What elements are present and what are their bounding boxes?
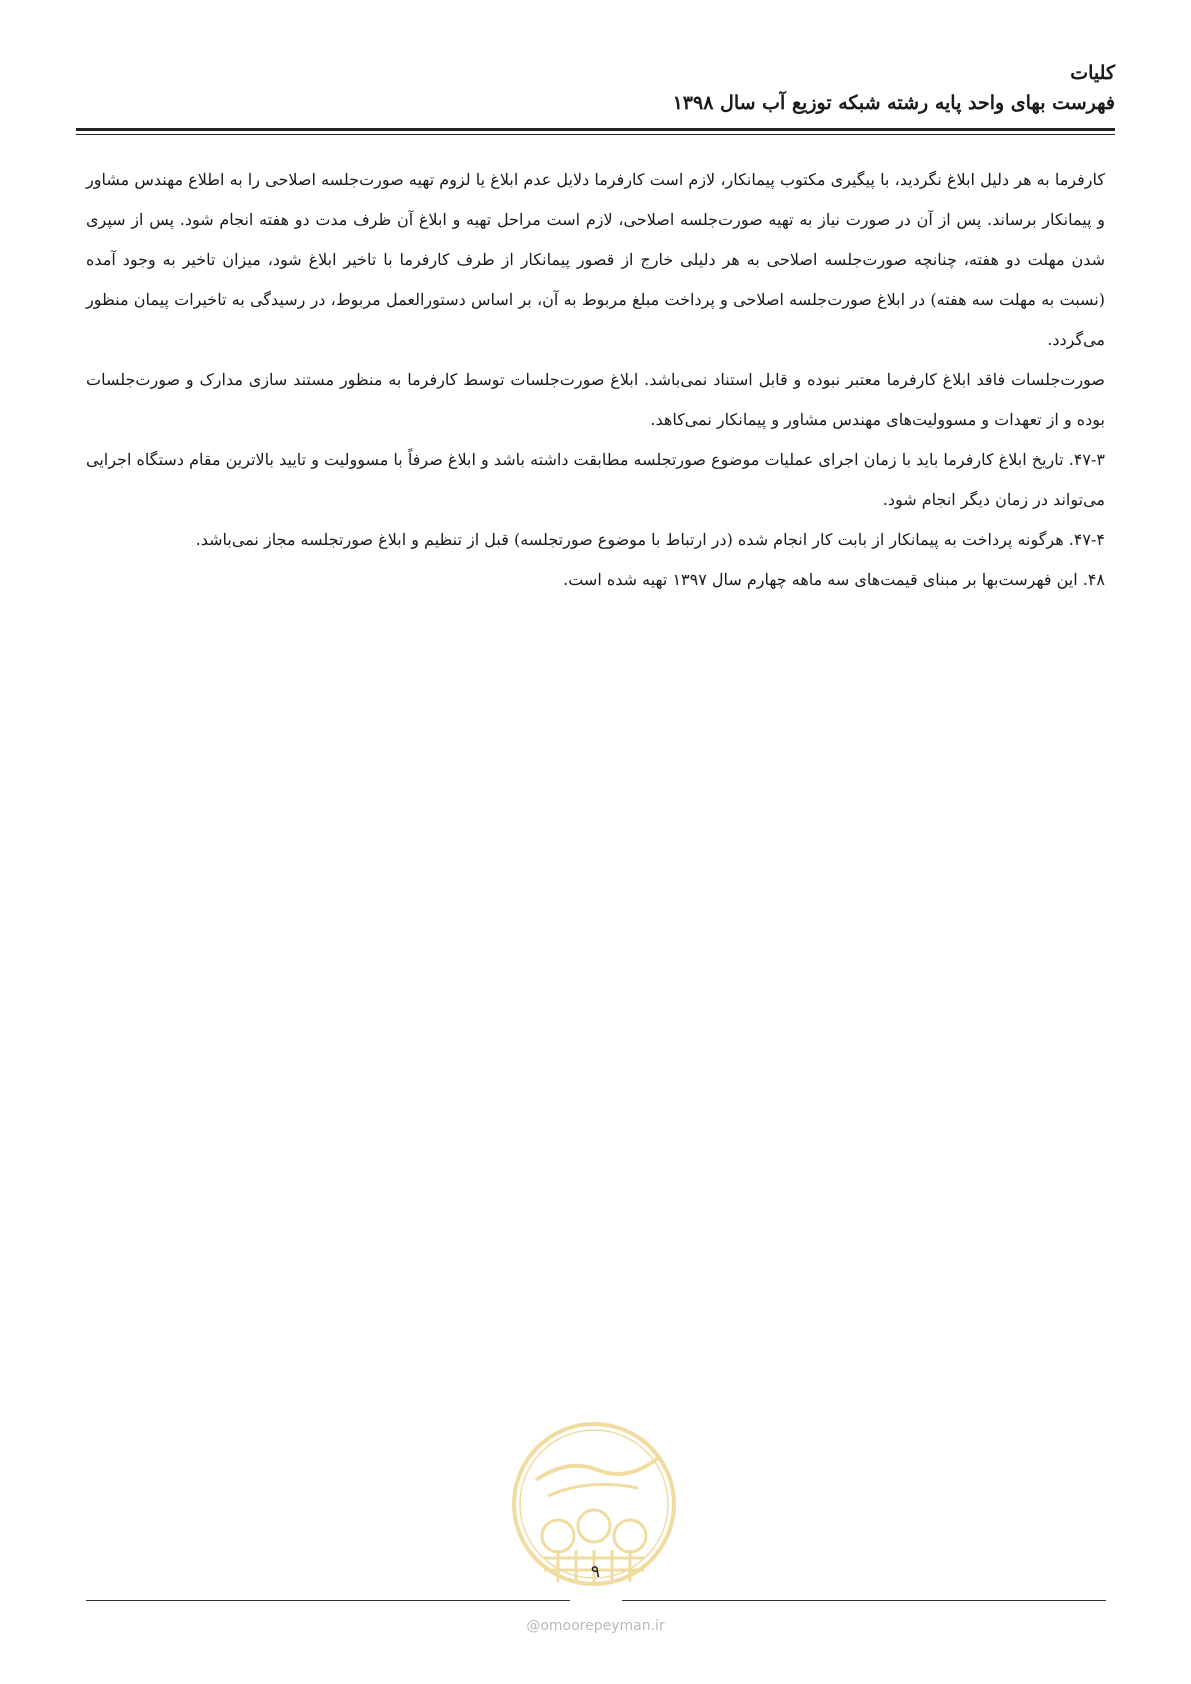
header-rule-thick	[76, 128, 1115, 131]
paragraph: کارفرما به هر دلیل ابلاغ نگردید، با پیگیری مکتوب پیمانکار، لازم است کارفرما دلایل عدم ابلاغ یا لزوم تهیه صورت‌جلسه اصلاحی را به اطلاع مهندس مشاور و پیمانکار برساند. پس از آن در صورت نیاز به تهیه صورت‌جلسه اصلاحی، لازم است مراحل تهیه و ابلاغ آن ظرف مدت دو هفته انجام شود. پس از سپری شدن مهلت دو هفته، چنانچه صورت‌جلسه اصلاحی به هر دلیلی خارج از قصور پیمانکار از طرف کارفرما با تاخیر ابلاغ شود، میزان تاخیر به وجود آمده (نسبت به مهلت سه هفته) در ابلاغ صورت‌جلسه اصلاحی و پرداخت مبلغ مربوط به آن، بر اساس دستورالعمل مربوط، در رسیدگی به تاخیرات پیمان منظور می‌گردد.	[86, 170, 1105, 349]
body-text	[86, 160, 1105, 600]
paragraph: ۴۷-۴. هرگونه پرداخت به پیمانکار از بابت کار انجام شده (در ارتباط با موضوع صورتجلسه) قبل از تنظیم و ابلاغ صورتجلسه مجاز نمی‌باشد.	[195, 530, 1105, 549]
watermark-url: @omoorepeyman.ir	[526, 1618, 665, 1634]
page-header	[76, 60, 1115, 116]
paragraph: ۴۷-۳. تاریخ ابلاغ کارفرما باید با زمان اجرای عملیات موضوع صورتجلسه مطابقت داشته باشد و ابلاغ صرفاً با مسوولیت و تایید بالاترین مقام دستگاه اجرایی می‌تواند در زمان دیگر انجام شود.	[86, 450, 1105, 509]
paragraph: صورت‌جلسات فاقد ابلاغ کارفرما معتبر نبوده و قابل استناد نمی‌باشد. ابلاغ صورت‌جلسات توسط کارفرما به منظور مستند سازی مدارک و صورت‌جلسات بوده و از تعهدات و مسوولیت‌های مهندس مشاور و پیمانکار نمی‌کاهد.	[86, 370, 1105, 429]
footer-rule-left	[86, 1600, 570, 1601]
paragraph: ۴۸. این فهرست‌بها بر مبنای قیمت‌های سه ماهه چهارم سال ۱۳۹۷ تهیه شده است.	[563, 570, 1105, 589]
section-title: کلیات	[1070, 62, 1115, 84]
page-number: ۹	[590, 1562, 601, 1582]
footer-rule-right	[622, 1600, 1106, 1601]
document-subtitle: فهرست بهای واحد پایه رشته شبکه توزیع آب سال ۱۳۹۸	[672, 92, 1115, 114]
header-rule-thin	[76, 134, 1115, 135]
